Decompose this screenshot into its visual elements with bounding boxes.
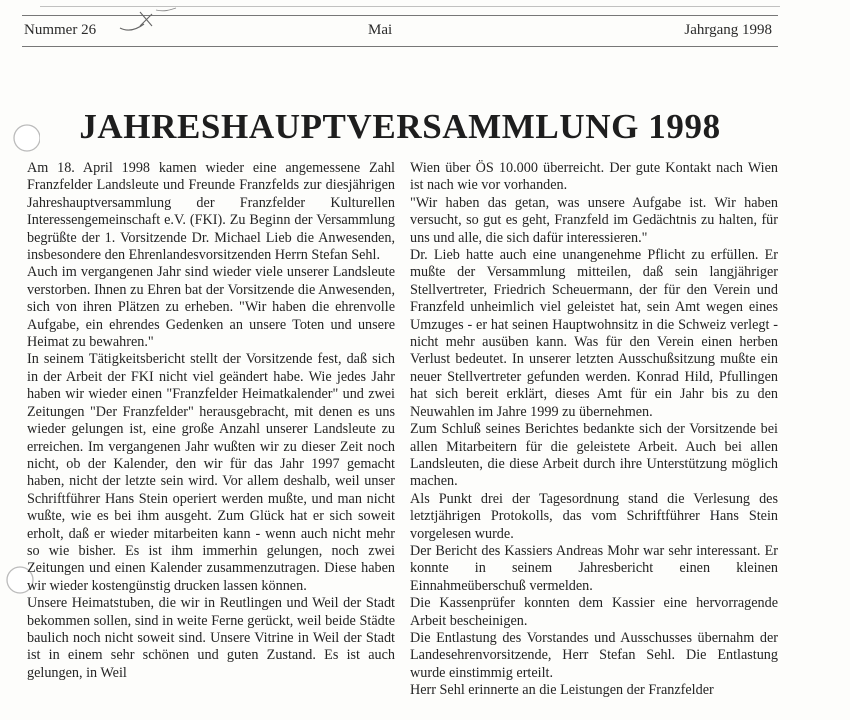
article-paragraph: Der Bericht des Kassiers Andreas Mohr war sehr interessant. Er konnte in seinem Jahresbericht einen kleinen Einnahmeüberschuß vermelden. bbox=[410, 542, 778, 594]
issue-month: Mai bbox=[368, 22, 393, 38]
article-paragraph: Unsere Heimatstuben, die wir in Reutlingen und Weil der Stadt bekommen sollen, sind in weite Ferne gerückt, weil beide Städte baulich noch nicht soweit sind. Unsere Vitrine in Weil der Stadt ist in einem sehr schönen und guten Zustand. Es ist auch gelungen, in Weil bbox=[27, 595, 395, 681]
article-paragraph: Wien über ÖS 10.000 überreicht. Der gute Kontakt nach Wien ist nach wie vor vorhanden. bbox=[410, 160, 778, 194]
article-column-right bbox=[410, 160, 778, 700]
article-paragraph: Herr Sehl erinnerte an die Leistungen der Franzfelder bbox=[410, 682, 714, 699]
pen-mark-icon bbox=[118, 6, 178, 36]
volume-year: Jahrgang 1998 bbox=[684, 22, 772, 38]
article-paragraph: Zum Schluß seines Berichtes bedankte sich der Vorsitzende bei allen Mitarbeitern für die geleistete Arbeit. Auch bei allen Landsleuten, die diese Arbeit durch ihre Unterstützung möglich machen. bbox=[410, 421, 778, 490]
article-paragraph: Die Entlastung des Vorstandes und Ausschusses übernahm der Landesehrenvorsitzende, Herr Stefan Sehl. Die Entlastung wurde einstimmig erteilt. bbox=[410, 629, 778, 681]
issue-number: Nummer 26 bbox=[24, 22, 97, 38]
header-rule-bottom bbox=[22, 46, 778, 47]
article-paragraph: Die Kassenprüfer konnten dem Kassier eine hervorragende Arbeit bescheinigen. bbox=[410, 595, 778, 629]
article-paragraph: Als Punkt drei der Tagesordnung stand die Verlesung des letztjährigen Protokolls, das vom Schriftführer Hans Stein vorgelesen wurde. bbox=[410, 490, 778, 542]
article-column-left bbox=[27, 160, 395, 682]
article-title: JAHRESHAUPTVERSAMMLUNG 1998 bbox=[79, 107, 721, 147]
article-paragraph: In seinem Tätigkeitsbericht stellt der Vorsitzende fest, daß sich in der Arbeit der FKI nicht viel geändert habe. Wie jedes Jahr haben wir wieder einen "Franzfelder Heimatkalender" und zwei Zeitungen "Der Franzfelder" herausgebracht, mit denen es uns wieder gelungen ist, eine große Anzahl unserer Landsleute zu erreichen. Im vergangenen Jahr wußten wir zu dieser Zeit noch nicht, ob der Kalender, den wir für das Jahr 1997 gemacht haben, nicht der letzte sein wird. Vor allem deshalb, weil unser Schriftführer Hans Stein operiert werden mußte, und man nicht wußte, wie es bei ihm ausgeht. Zum Glück hat er sich soweit erholt, daß er wieder mitarbeiten kann - wenn auch nicht mehr so wie bisher. Es ist ihm immerhin gelungen, noch zwei Zeitungen und einen Kalender zusammenzutragen. Diese haben wir wieder kostengünstig drucken lassen können. bbox=[27, 351, 395, 594]
article-paragraph: "Wir haben das getan, was unsere Aufgabe ist. Wir haben versucht, so gut es geht, Franzfeld im Gedächtnis zu halten, für uns und alle, die sich dafür interessieren." bbox=[410, 194, 778, 246]
article-paragraph: Auch im vergangenen Jahr sind wieder viele unserer Landsleute verstorben. Ihnen zu Ehren bat der Vorsitzende die Anwesenden, sich von ihren Plätzen zu erheben. "Wir haben die ehrenvolle Aufgabe, ein ehrendes Gedenken an unsere Toten und unsere Heimat zu bewahren." bbox=[27, 264, 395, 351]
article-paragraph: Dr. Lieb hatte auch eine unangenehme Pflicht zu erfüllen. Er mußte der Versammlung mitteilen, daß sein langjähriger Stellvertreter, Friedrich Scheuermann, der für den Verein und Franzfeld unheimlich viel geleistet hat, sein Amt wegen eines Umzuges - er hat seinen Hauptwohnsitz in die Schweiz verlegt - nicht mehr ausüben kann. Was für den Verein einen herben Verlust bedeutet. In unserer letzten Ausschußsitzung mußte ein neuer Stellvertreter gefunden werden. Konrad Hild, Pfullingen hat sich bereit erklärt, dieses Amt für ein Jahr bis zu den Neuwahlen im Jahre 1999 zu übernehmen. bbox=[410, 247, 778, 420]
article-paragraph: Am 18. April 1998 kamen wieder eine angemessene Zahl Franzfelder Landsleute und Freunde Franzfelds zur diesjährigen Jahreshauptversammlung der Franzfelder Kulturellen Interessengemeinschaft e.V. (FKI). Zu Beginn der Versammlung begrüßte der 1. Vorsitzende Dr. Michael Lieb die Anwesenden, insbesondere den Ehrenlandesvorsitzenden Herrn Stefan Sehl. bbox=[27, 160, 395, 264]
